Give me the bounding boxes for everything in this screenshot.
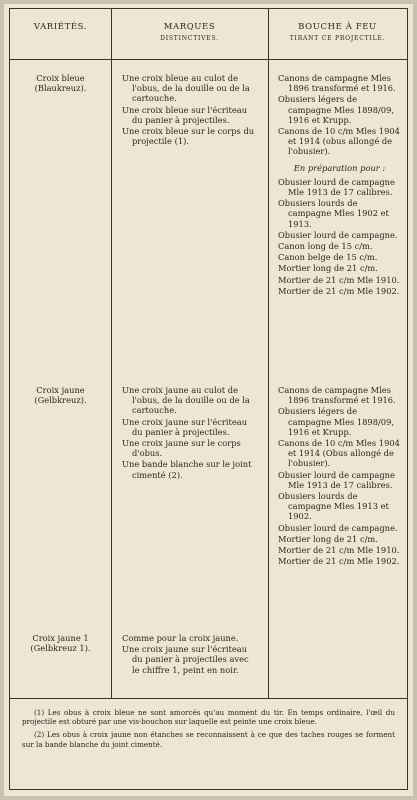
mark-item: Une croix jaune sur l'écriteau du panier à projectiles avec le chiffre 1, peint en noir. <box>122 644 249 675</box>
mark-item: Comme pour la croix jaune. <box>122 633 239 643</box>
gun-item: Canons de campagne Mles 1896 transformé et 1916. <box>278 73 396 94</box>
guns-croix-bleue <box>278 73 401 297</box>
mark-item: Une croix jaune sur le corps d'obus. <box>122 438 241 459</box>
variety-croix-jaune-1: Croix jaune 1 (Gelbkreuz 1). <box>30 633 91 654</box>
gun-item: Obusier lourd de campagne Mle 1913 de 17 calibres. <box>278 469 395 490</box>
gun-item: Obusier lourd de campagne. <box>278 522 398 533</box>
prep-item: Mortier de 21 c/m Mle 1902. <box>278 285 400 296</box>
prep-item: Obusier lourd de campagne Mle 1913 de 17 calibres. <box>278 176 395 198</box>
mark-item: Une bande blanche sur le joint cimenté (2). <box>122 459 252 480</box>
header-varietes: VARIÉTÉS. <box>33 22 88 32</box>
mark-item: Une croix bleue sur le corps du projectile (1). <box>122 126 255 147</box>
preparation-heading: En préparation pour : <box>293 162 386 173</box>
gun-item: Obusiers légers de campagne Mles 1898/09, 1916 et Krupp. <box>278 406 394 437</box>
mark-item: Une croix jaune au culot de l'obus, de la douille ou de la cartouche. <box>122 385 250 416</box>
header-marques: MARQUES DISTINCTIVES. <box>160 22 219 42</box>
prep-item: Mortier de 21 c/m Mle 1910. <box>278 274 400 285</box>
header-bouche-a-feu: BOUCHE À FEU TIRANT CE PROJECTILE. <box>289 22 386 42</box>
footnote-2: (2) Les obus à croix jaune non étanches se reconnaissent à ce que des taches rouges se forment sur la bande blanche du joint cimenté. <box>22 730 395 749</box>
gun-item: Canons de 10 c/m Mles 1904 et 1914 (obus allongé de l'obusier). <box>278 126 400 157</box>
marks-croix-jaune-1 <box>122 633 256 676</box>
gun-item: Canons de campagne Mles 1896 transformé et 1916. <box>278 385 396 406</box>
footnote-1: (1) Les obus à croix bleue ne sont amorcés qu'au moment du tir. En temps ordinaire, l'œil du projectile est obturé par une vis-bouchon sur laquelle est peinte une croix bleue. <box>22 708 395 727</box>
mark-item: Une croix bleue au culot de l'obus, de la douille ou de la cartouche. <box>122 73 250 104</box>
variety-croix-jaune: Croix jaune (Gelbkreuz). <box>34 385 87 406</box>
guns-croix-jaune <box>278 385 401 567</box>
header-divider <box>10 59 407 60</box>
gun-item: Mortier de 21 c/m Mle 1902. <box>278 556 400 567</box>
shell-markings-table <box>9 8 408 699</box>
marks-croix-bleue <box>122 73 256 147</box>
gun-item: Mortier de 21 c/m Mle 1910. <box>278 545 400 556</box>
prep-item: Obusier lourd de campagne. <box>278 229 398 240</box>
mark-item: Une croix bleue sur l'écriteau du panier à projectiles. <box>122 104 248 125</box>
column-divider <box>268 9 269 698</box>
mark-item: Une croix jaune sur l'écriteau du panier à projectiles. <box>122 416 248 437</box>
prep-item: Canon belge de 15 c/m. <box>278 252 378 263</box>
gun-item: Obusiers lourds de campagne Mles 1913 et 1902. <box>278 491 389 522</box>
footnotes <box>9 699 408 790</box>
gun-item: Canons de 10 c/m Mles 1904 et 1914 (Obus allongé de l'obusier). <box>278 438 400 469</box>
prep-item: Obusiers lourds de campagne Mles 1902 et 1913. <box>278 198 389 229</box>
prep-item: Canon long de 15 c/m. <box>278 241 373 252</box>
prep-item: Mortier long de 21 c/m. <box>278 263 378 274</box>
document-page <box>4 4 413 796</box>
marks-croix-jaune <box>122 385 256 481</box>
variety-croix-bleue: Croix bleue (Blaukreuz). <box>34 73 87 94</box>
gun-item: Mortier long de 21 c/m. <box>278 533 378 544</box>
gun-item: Obusiers légers de campagne Mles 1898/09, 1916 et Krupp. <box>278 94 394 125</box>
column-divider <box>111 9 112 698</box>
